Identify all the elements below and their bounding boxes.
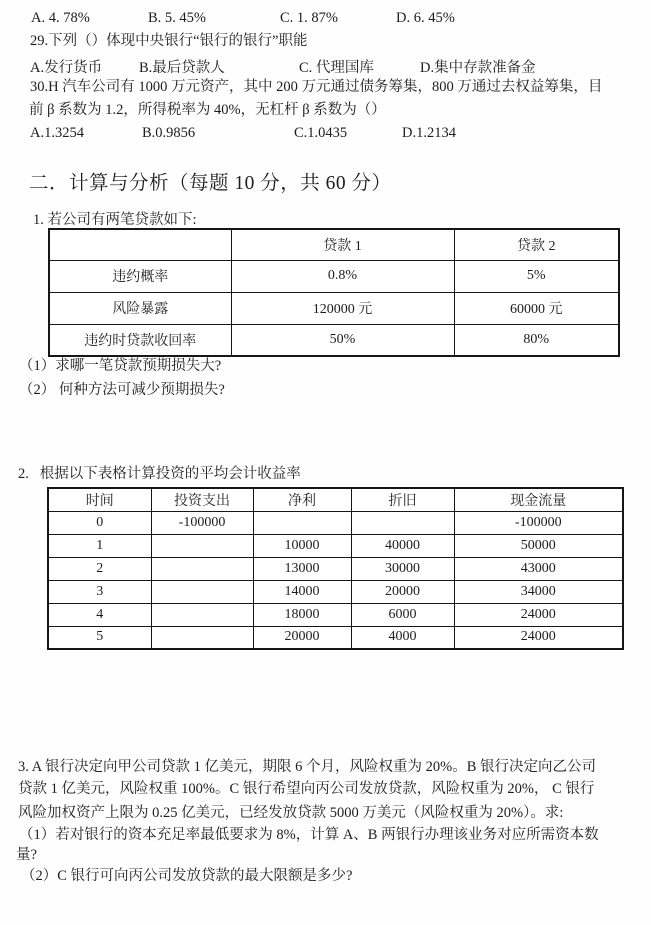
table-cell: [151, 626, 253, 649]
question-28-option-d: D. 6. 45%: [396, 10, 455, 26]
question-30-option-a: A.1.3254: [30, 125, 84, 141]
table-cell: 10000: [253, 534, 351, 557]
table-row: [49, 292, 619, 324]
table-cell: 5: [48, 626, 151, 649]
table-row: [49, 324, 619, 356]
question-29-options-row: [0, 56, 651, 76]
q3-text-line-2: 贷款 1 亿美元，风险权重 100%。C 银行希望向丙公司发放贷款，风险权重为 20%， C 银行: [18, 781, 595, 797]
table-row: [48, 488, 623, 511]
table-cell: 60000 元: [454, 292, 619, 324]
q1-part-2: （2） 何种方法可减少预期损失?: [19, 382, 225, 398]
table-cell: [151, 534, 253, 557]
question-28-option-b: B. 5. 45%: [148, 10, 206, 26]
table-row: [48, 580, 623, 603]
question-28-option-a: A. 4. 78%: [31, 10, 90, 26]
table-cell: 18000: [253, 603, 351, 626]
table-cell: [253, 511, 351, 534]
table-cell: 0.8%: [231, 260, 454, 292]
question-29-option-a: A.发行货币: [30, 60, 103, 76]
table-cell: 风险暴露: [49, 292, 231, 324]
question-28-option-c: C. 1. 87%: [280, 10, 338, 26]
table-cell: 3: [48, 580, 151, 603]
table-row: [49, 229, 619, 260]
question-29-option-c: C. 代理国库: [299, 60, 374, 76]
q3-text-line-1: 3. A 银行决定向甲公司贷款 1 亿美元，期限 6 个月，风险权重为 20%。B 银行决定向乙公司: [18, 759, 596, 775]
table-row: [48, 557, 623, 580]
question-30-option-d: D.1.2134: [402, 125, 456, 141]
table-header-cell: 时间: [48, 488, 151, 511]
table-row: [48, 534, 623, 557]
table-cell: 1: [48, 534, 151, 557]
table-header-cell: 现金流量: [454, 488, 623, 511]
table-cell: 43000: [454, 557, 623, 580]
table-cell: [351, 511, 454, 534]
q3-part-2: （2）C 银行可向丙公司发放贷款的最大限额是多少?: [21, 868, 353, 884]
table-cell: -100000: [454, 511, 623, 534]
table-cell: 0: [48, 511, 151, 534]
question-28-options-row: [0, 10, 651, 27]
table-cell: 5%: [454, 260, 619, 292]
table-cell: 40000: [351, 534, 454, 557]
table-row: [49, 260, 619, 292]
q3-part-1-line-1: （1）若对银行的资本充足率最低要求为 8%，计算 A、B 两银行办理该业务对应所需资本数: [19, 827, 599, 843]
table-cell: 4000: [351, 626, 454, 649]
question-29-option-d: D.集中存款准备金: [420, 60, 536, 76]
question-30-option-b: B.0.9856: [142, 125, 196, 141]
table-header-cell: [49, 229, 231, 260]
table-row: [48, 511, 623, 534]
q3-text-line-3: 风险加权资产上限为 0.25 亿美元，已经发放贷款 5000 万美元（风险权重为 20%）。求:: [18, 805, 564, 821]
table-cell: 6000: [351, 603, 454, 626]
table-cell: 50000: [454, 534, 623, 557]
table-cell: [151, 557, 253, 580]
table-cell: 30000: [351, 557, 454, 580]
table-cell: 14000: [253, 580, 351, 603]
table-cell: -100000: [151, 511, 253, 534]
table-cell: 违约时贷款收回率: [49, 324, 231, 356]
table-header-cell: 投资支出: [151, 488, 253, 511]
loan-comparison-table: [48, 228, 620, 357]
table-cell: 50%: [231, 324, 454, 356]
table-cell: 120000 元: [231, 292, 454, 324]
question-30-text-line-1: 30.H 汽车公司有 1000 万元资产，其中 200 万元通过债务筹集，800 万通过去权益筹集，目: [30, 79, 603, 95]
section-heading: 二．计算与分析（每题 10 分，共 60 分）: [29, 173, 392, 194]
q1-part-1: （1）求哪一笔贷款预期损失大?: [19, 358, 222, 374]
q3-part-1-line-2: 量?: [16, 847, 37, 863]
question-29-option-b: B.最后贷款人: [139, 60, 225, 76]
table-cell: 13000: [253, 557, 351, 580]
table-cell: 80%: [454, 324, 619, 356]
table-cell: [151, 603, 253, 626]
investment-cashflow-table: [47, 487, 624, 650]
question-30-option-c: C.1.0435: [294, 125, 348, 141]
table-header-cell: 折旧: [351, 488, 454, 511]
table-cell: 34000: [454, 580, 623, 603]
table-header-cell: 贷款 1: [231, 229, 454, 260]
table-cell: 24000: [454, 626, 623, 649]
question-30-text-line-2: 前 β 系数为 1.2，所得税率为 40%，无杠杆 β 系数为（）: [29, 102, 386, 118]
table-row: [48, 626, 623, 649]
table-cell: 4: [48, 603, 151, 626]
table-cell: 20000: [351, 580, 454, 603]
table-cell: [151, 580, 253, 603]
table-cell: 2: [48, 557, 151, 580]
table-header-cell: 净利: [253, 488, 351, 511]
table-row: [48, 603, 623, 626]
table-cell: 违约概率: [49, 260, 231, 292]
question-30-options-row: [0, 125, 651, 142]
table-cell: 24000: [454, 603, 623, 626]
question-29-text: 29.下列（）体现中央银行“银行的银行”职能: [30, 33, 308, 49]
table-cell: 20000: [253, 626, 351, 649]
q1-intro: 1. 若公司有两笔贷款如下:: [33, 212, 197, 228]
table-header-cell: 贷款 2: [454, 229, 619, 260]
q2-intro: 2. 根据以下表格计算投资的平均会计收益率: [18, 466, 301, 482]
